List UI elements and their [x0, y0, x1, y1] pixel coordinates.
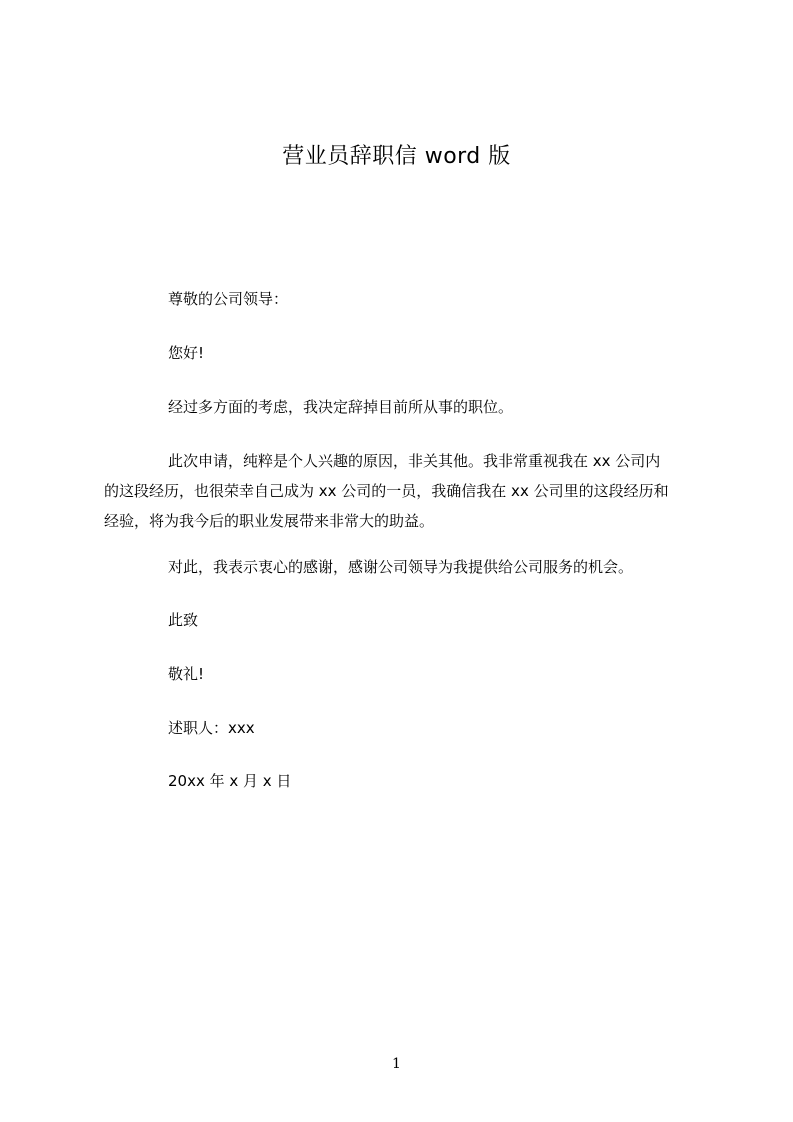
paragraph-decision: 经过多方面的考虑，我决定辞掉目前所从事的职位。 [168, 398, 514, 416]
document-title: 营业员辞职信 word 版 [282, 144, 511, 169]
paragraph-reason-line-1: 此次申请，纯粹是个人兴趣的原因，非关其他。我非常重视我在 xx 公司内 [168, 452, 661, 470]
signature: 述职人：xxx [168, 719, 255, 737]
greeting: 您好! [168, 344, 205, 362]
paragraph-reason-line-3: 经验，将为我今后的职业发展带来非常大的助益。 [104, 512, 435, 530]
page-number: 1 [392, 1056, 401, 1072]
salutation: 尊敬的公司领导： [168, 290, 289, 308]
closing-jingli: 敬礼! [168, 665, 205, 683]
date: 20xx 年 x 月 x 日 [168, 772, 292, 790]
paragraph-reason-line-2: 的这段经历，也很荣幸自己成为 xx 公司的一员，我确信我在 xx 公司里的这段经历和 [104, 482, 669, 500]
paragraph-reason [104, 446, 704, 536]
paragraph-thanks: 对此，我表示衷心的感谢，感谢公司领导为我提供给公司服务的机会。 [168, 558, 634, 576]
closing-cizhi: 此致 [168, 611, 199, 629]
